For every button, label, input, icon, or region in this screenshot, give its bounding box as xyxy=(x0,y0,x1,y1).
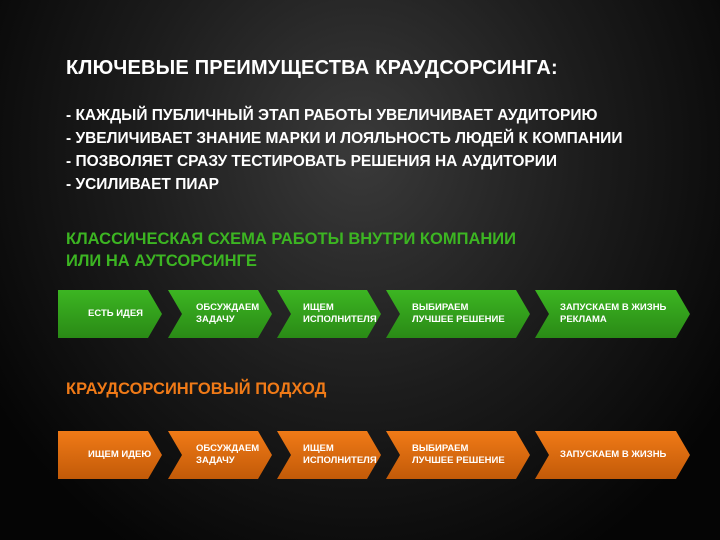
crowd-step-line1: ЗАПУСКАЕМ В ЖИЗНЬ xyxy=(560,449,667,460)
classic-step-label xyxy=(560,290,666,338)
crowd-step-line2: ЛУЧШЕЕ РЕШЕНИЕ xyxy=(412,455,505,466)
classic-step-label xyxy=(88,290,143,338)
classic-scheme-title-line: КЛАССИЧЕСКАЯ СХЕМА РАБОТЫ ВНУТРИ КОМПАНИИ xyxy=(66,230,516,248)
classic-step-line1: ЗАПУСКАЕМ В ЖИЗНЬ xyxy=(560,302,667,313)
advantages-list xyxy=(66,104,622,196)
classic-step-line1: ОБСУЖДАЕМ xyxy=(196,302,260,313)
crowd-step-line1: ВЫБИРАЕМ xyxy=(412,443,469,454)
classic-step-label xyxy=(303,290,377,338)
crowd-step-label xyxy=(303,431,377,479)
classic-step-label xyxy=(412,290,505,338)
classic-step-line1: ЕСТЬ ИДЕЯ xyxy=(88,308,143,319)
crowdsourcing-approach-title-line: КРАУДСОРСИНГОВЫЙ ПОДХОД xyxy=(66,380,327,398)
advantage-item: - УСИЛИВАЕТ ПИАР xyxy=(66,176,220,193)
crowd-step-label xyxy=(196,431,259,479)
crowdsourcing-approach-title xyxy=(66,378,326,400)
crowd-step-line1: ИЩЕМ xyxy=(303,443,334,454)
classic-step-line2: ЗАДАЧУ xyxy=(196,314,235,325)
classic-scheme-title xyxy=(66,228,516,272)
crowd-step-line1: ИЩЕМ ИДЕЮ xyxy=(88,449,152,460)
classic-step-line2: ЛУЧШЕЕ РЕШЕНИЕ xyxy=(412,314,505,325)
slide-title: КЛЮЧЕВЫЕ ПРЕИМУЩЕСТВА КРАУДСОРСИНГА: xyxy=(66,57,558,79)
advantage-item: - ПОЗВОЛЯЕТ СРАЗУ ТЕСТИРОВАТЬ РЕШЕНИЯ НА АУДИТОРИИ xyxy=(66,153,558,170)
crowd-step-line2: ЗАДАЧУ xyxy=(196,455,235,466)
crowd-step-line1: ОБСУЖДАЕМ xyxy=(196,443,260,454)
advantage-item: - УВЕЛИЧИВАЕТ ЗНАНИЕ МАРКИ И ЛОЯЛЬНОСТЬ ЛЮДЕЙ К КОМПАНИИ xyxy=(66,130,623,147)
crowd-step-label xyxy=(412,431,505,479)
classic-step-line1: ВЫБИРАЕМ xyxy=(412,302,469,313)
classic-scheme-title-line: ИЛИ НА АУТСОРСИНГЕ xyxy=(66,252,257,270)
classic-step-label xyxy=(196,290,259,338)
crowd-step-line2: ИСПОЛНИТЕЛЯ xyxy=(303,455,377,466)
classic-step-line2: РЕКЛАМА xyxy=(560,314,607,325)
crowd-step-label xyxy=(88,431,151,479)
classic-step-line2: ИСПОЛНИТЕЛЯ xyxy=(303,314,377,325)
classic-step-line1: ИЩЕМ xyxy=(303,302,334,313)
crowd-step-label xyxy=(560,431,666,479)
advantage-item: - КАЖДЫЙ ПУБЛИЧНЫЙ ЭТАП РАБОТЫ УВЕЛИЧИВАЕТ АУДИТОРИЮ xyxy=(66,107,598,124)
crowdsourcing-process-flow xyxy=(0,431,720,479)
classic-process-flow xyxy=(0,290,720,338)
